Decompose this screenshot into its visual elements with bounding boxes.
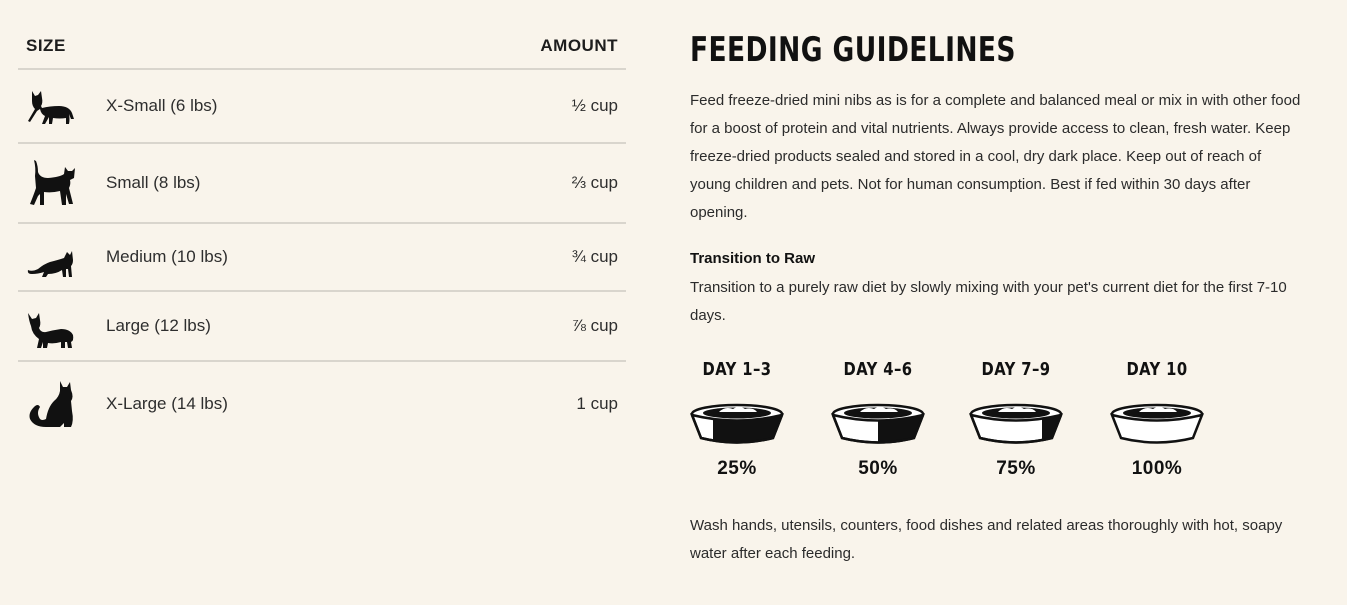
bowl-icon bbox=[968, 402, 1064, 444]
amount-value: ⅔ cup bbox=[571, 173, 618, 192]
feeding-table bbox=[18, 24, 626, 446]
safety-paragraph: Wash hands, utensils, counters, food dishes and related areas thoroughly with hot, soapy water after each feeding. bbox=[690, 517, 1283, 562]
stage-percent: 50% bbox=[858, 458, 898, 479]
cat-large-icon bbox=[26, 301, 76, 351]
transition-stage bbox=[682, 356, 792, 480]
stage-day-label: DAY 1–3 bbox=[702, 359, 772, 380]
stage-percent: 75% bbox=[996, 458, 1036, 479]
amount-value: ¾ cup bbox=[571, 247, 618, 266]
size-label: X-Large (14 lbs) bbox=[106, 394, 228, 413]
amount-value: 1 cup bbox=[576, 394, 618, 413]
stage-percent: 100% bbox=[1131, 458, 1183, 479]
table-row bbox=[18, 362, 626, 446]
size-label: Small (8 lbs) bbox=[106, 173, 201, 192]
page-title: FEEDING GUIDELINES bbox=[690, 30, 1016, 70]
bowl-icon bbox=[830, 402, 926, 444]
table-row bbox=[18, 224, 626, 292]
stage-day-label: DAY 10 bbox=[1126, 359, 1188, 380]
table-row bbox=[18, 292, 626, 362]
bowl-icon bbox=[689, 402, 785, 444]
amount-value: ½ cup bbox=[571, 96, 618, 115]
size-label: Large (12 lbs) bbox=[106, 316, 211, 335]
table-header bbox=[18, 24, 626, 70]
stage-percent: 25% bbox=[717, 458, 757, 479]
cat-xlarge-icon bbox=[26, 379, 76, 429]
amount-column-header: AMOUNT bbox=[540, 36, 618, 55]
table-row bbox=[18, 144, 626, 224]
transition-stage bbox=[961, 356, 1071, 480]
transition-stages bbox=[690, 356, 1250, 496]
transition-stage bbox=[1102, 356, 1212, 480]
cat-medium-icon bbox=[26, 232, 76, 282]
amount-value: ⅞ cup bbox=[571, 316, 618, 335]
cat-small-icon bbox=[26, 158, 76, 208]
transition-heading: Transition to Raw bbox=[690, 250, 816, 267]
transition-stage bbox=[823, 356, 933, 480]
transition-paragraph: Transition to a purely raw diet by slowly mixing with your pet's current diet for the first 7-10 days. bbox=[690, 279, 1287, 324]
cat-xsmall-icon bbox=[26, 81, 76, 131]
table-row bbox=[18, 70, 626, 144]
stage-day-label: DAY 7–9 bbox=[981, 359, 1051, 380]
bowl-icon bbox=[1109, 402, 1205, 444]
stage-day-label: DAY 4–6 bbox=[843, 359, 913, 380]
intro-paragraph: Feed freeze-dried mini nibs as is for a complete and balanced meal or mix in with other food for a boost of protein and vital nutrients. Always provide access to clean, fresh water. Keep freeze-dried products sealed and stored in a cool, dry dark place. Keep out of reach of young children and pets. Not for human consumption. Best if fed within 30 days after opening. bbox=[690, 92, 1301, 221]
size-label: Medium (10 lbs) bbox=[106, 247, 228, 266]
size-label: X-Small (6 lbs) bbox=[106, 96, 218, 115]
size-column-header: SIZE bbox=[26, 36, 66, 55]
